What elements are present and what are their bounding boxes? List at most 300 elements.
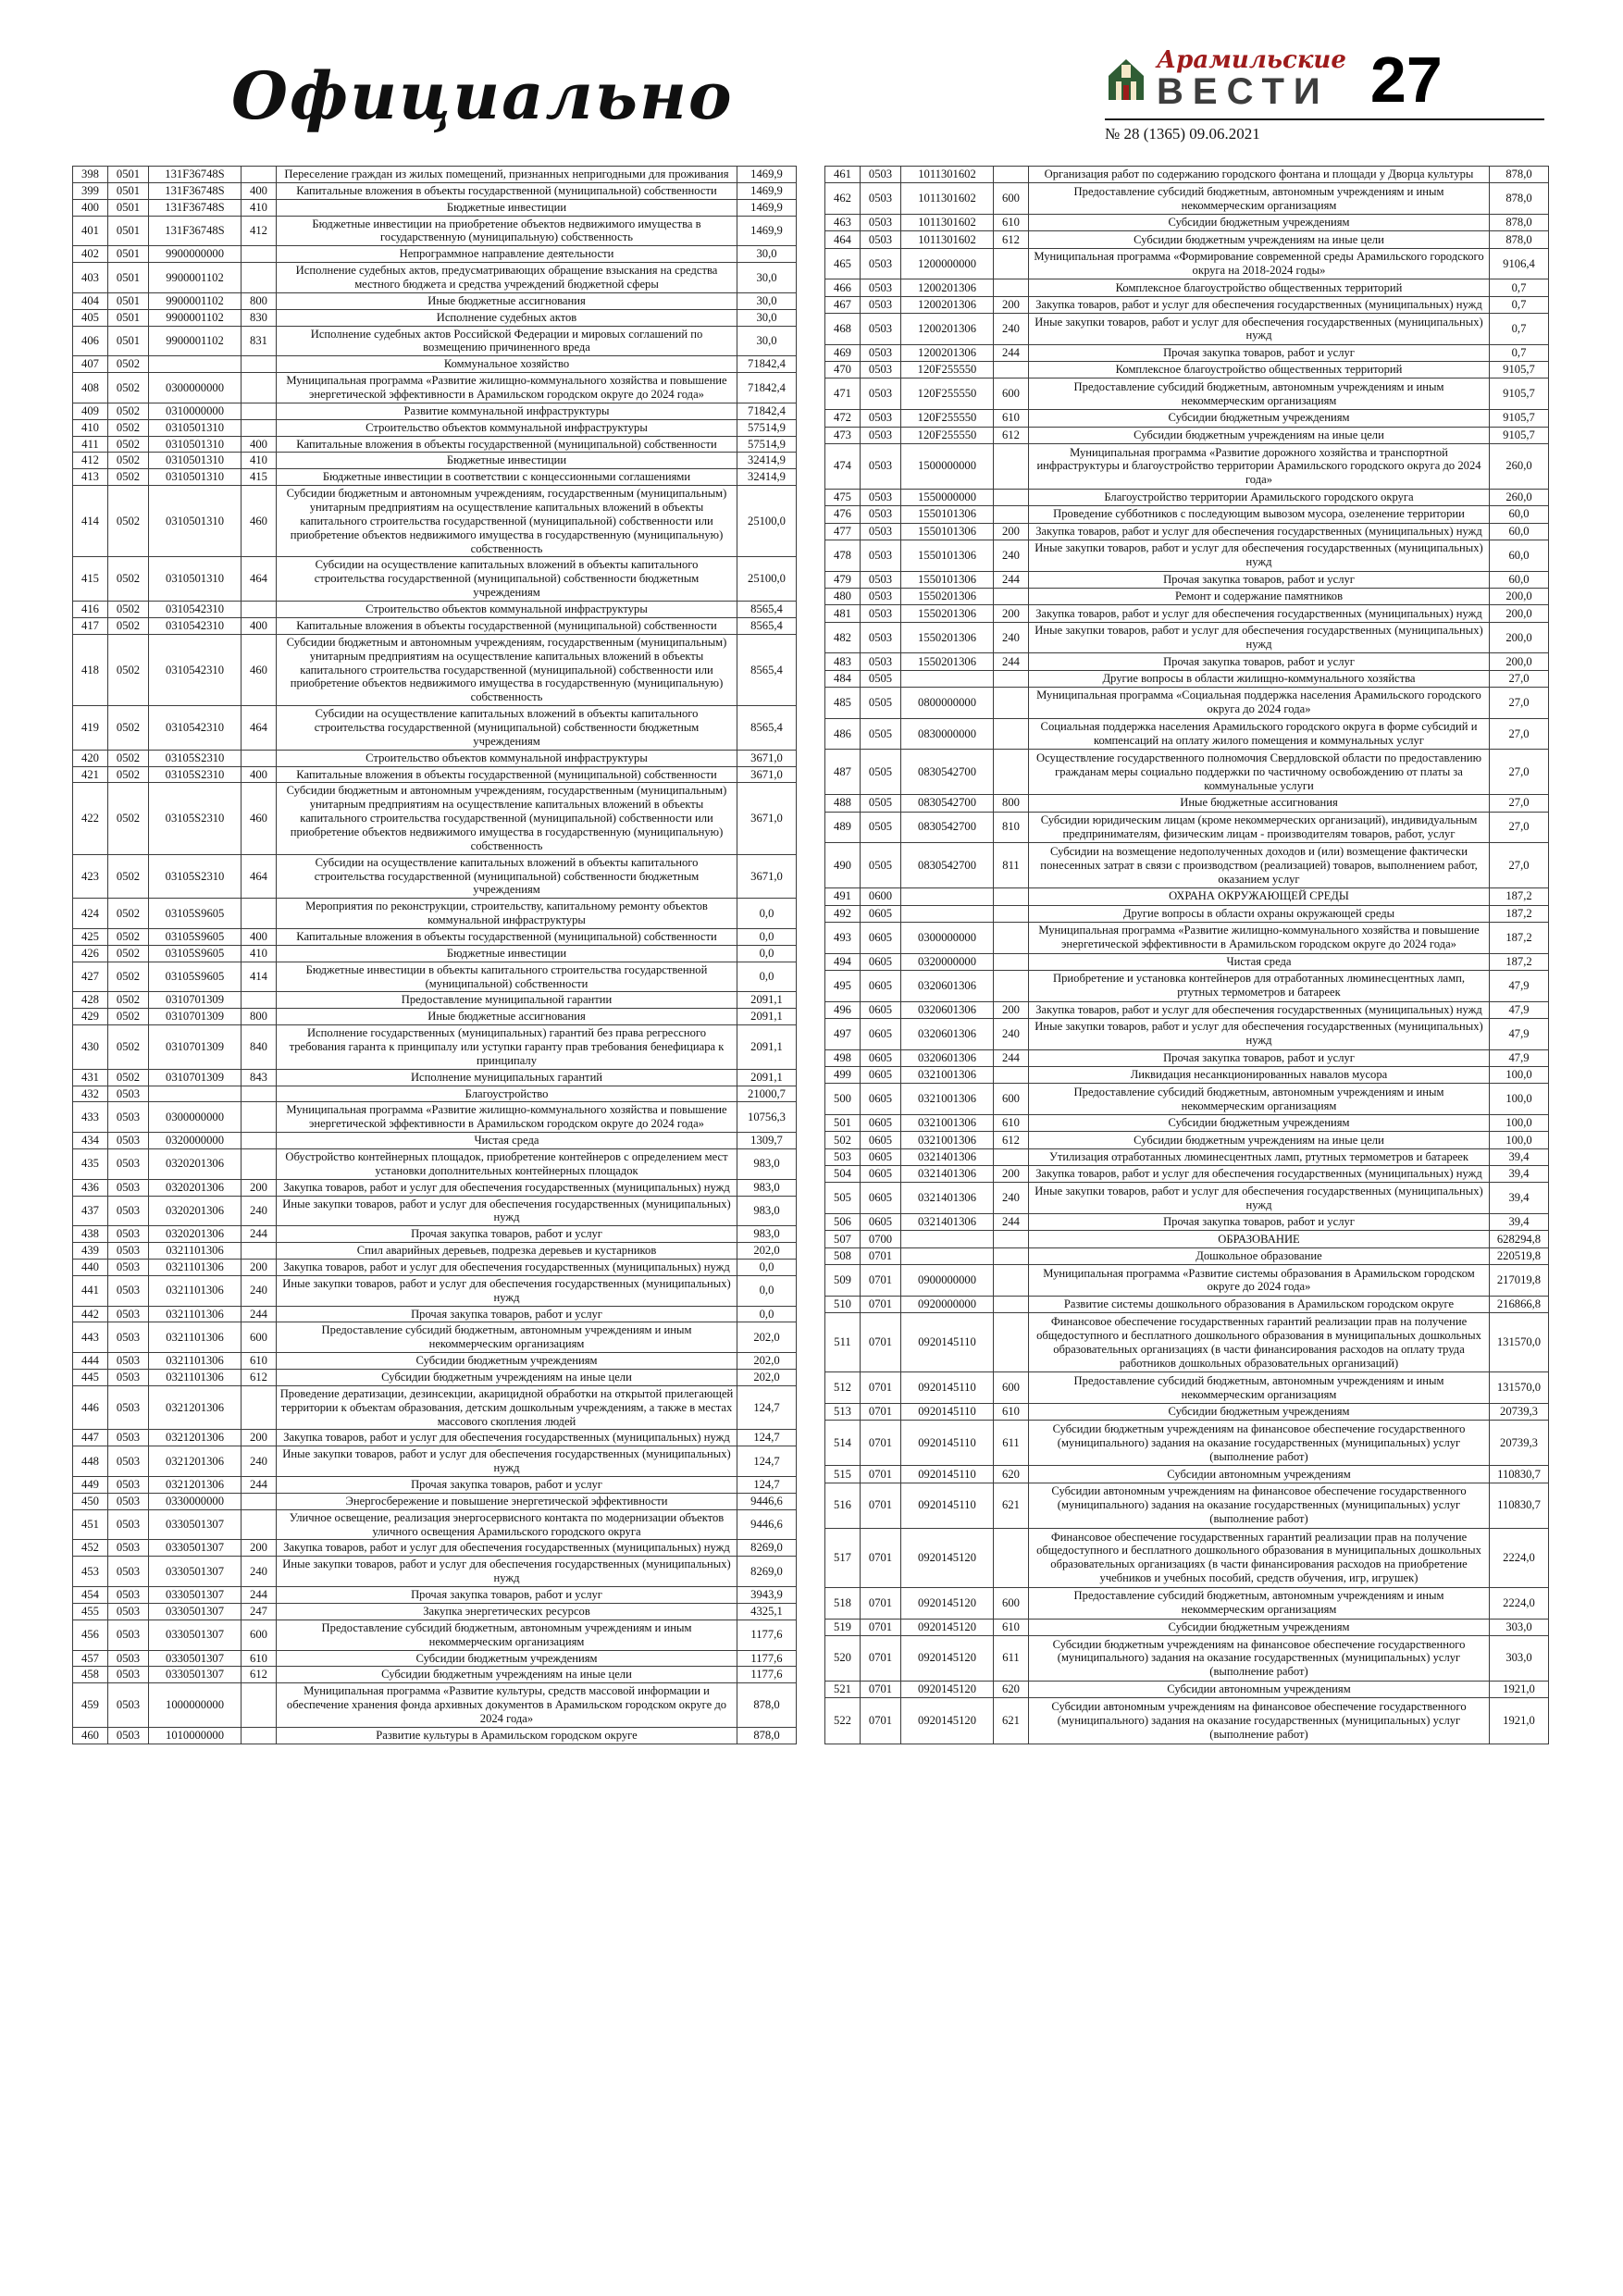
target-code-cell: 0920000000 xyxy=(901,1296,994,1312)
target-code-cell: 0330000000 xyxy=(149,1493,242,1509)
table-row xyxy=(825,215,1549,231)
row-number-cell: 431 xyxy=(73,1069,108,1086)
target-code-cell: 1550101306 xyxy=(901,506,994,523)
target-code-cell: 0330501307 xyxy=(149,1557,242,1587)
table-row xyxy=(73,1557,797,1587)
amount-cell: 1309,7 xyxy=(737,1133,797,1149)
name-cell: Социальная поддержка населения Арамильского городского округа в форме субсидий и компенсаций на оплату жилого помещения и коммунальных услуг xyxy=(1029,718,1490,750)
name-cell: Муниципальная программа «Развитие жилищно-коммунального хозяйства и повышение энергетической эффективности в Арамильском городском округе до 2024 года» xyxy=(277,373,737,403)
type-code-cell xyxy=(994,953,1029,970)
section-code-cell: 0701 xyxy=(861,1247,901,1264)
table-row xyxy=(825,888,1549,905)
name-cell: Комплексное благоустройство общественных территорий xyxy=(1029,279,1490,296)
table-row xyxy=(825,1698,1549,1744)
table-row xyxy=(825,1421,1549,1466)
target-code-cell: 0321401306 xyxy=(901,1166,994,1183)
section-code-cell: 0505 xyxy=(861,750,901,795)
row-number-cell: 404 xyxy=(73,292,108,309)
section-code-cell: 0701 xyxy=(861,1528,901,1587)
type-code-cell xyxy=(242,419,277,436)
amount-cell: 0,7 xyxy=(1490,344,1549,361)
section-code-cell: 0600 xyxy=(861,888,901,905)
name-cell: Мероприятия по реконструкции, строительству, капитальному ремонту объектов коммунальной инфраструктуры xyxy=(277,899,737,929)
amount-cell: 983,0 xyxy=(737,1179,797,1196)
section-code-cell: 0502 xyxy=(108,356,149,373)
section-code-cell: 0605 xyxy=(861,1114,901,1131)
type-code-cell xyxy=(242,1727,277,1744)
amount-cell: 983,0 xyxy=(737,1226,797,1243)
name-cell: Строительство объектов коммунальной инфраструктуры xyxy=(277,419,737,436)
type-code-cell xyxy=(994,167,1029,183)
target-code-cell: 0321101306 xyxy=(149,1260,242,1276)
row-number-cell: 504 xyxy=(825,1166,861,1183)
type-code-cell: 612 xyxy=(242,1667,277,1683)
amount-cell: 27,0 xyxy=(1490,812,1549,843)
section-code-cell: 0605 xyxy=(861,1001,901,1018)
name-cell: Субсидии бюджетным учреждениям xyxy=(1029,410,1490,427)
type-code-cell: 200 xyxy=(242,1430,277,1446)
table-row xyxy=(73,1322,797,1353)
type-code-cell xyxy=(994,1528,1029,1587)
target-code-cell: 0330501307 xyxy=(149,1603,242,1620)
row-number-cell: 484 xyxy=(825,670,861,687)
row-number-cell: 511 xyxy=(825,1313,861,1372)
amount-cell: 9106,4 xyxy=(1490,248,1549,279)
table-row xyxy=(73,1477,797,1494)
row-number-cell: 500 xyxy=(825,1084,861,1115)
amount-cell: 57514,9 xyxy=(737,436,797,453)
name-cell: Комплексное благоустройство общественных территорий xyxy=(1029,362,1490,379)
table-row xyxy=(73,1243,797,1260)
row-number-cell: 480 xyxy=(825,588,861,604)
name-cell: Субсидии на возмещение недополученных доходов и (или) возмещение фактически понесенных затрат в связи с производством (реализацией) товаров, выполнением работ, оказанием услуг xyxy=(1029,843,1490,888)
budget-tables xyxy=(0,143,1623,1772)
amount-cell: 32414,9 xyxy=(737,453,797,469)
section-code-cell: 0503 xyxy=(861,379,901,410)
section-code-cell: 0503 xyxy=(108,1727,149,1744)
section-code-cell: 0502 xyxy=(108,453,149,469)
table-row xyxy=(825,314,1549,345)
type-code-cell: 200 xyxy=(242,1179,277,1196)
type-code-cell: 200 xyxy=(994,296,1029,313)
type-code-cell xyxy=(994,670,1029,687)
section-code-cell: 0503 xyxy=(861,362,901,379)
row-number-cell: 433 xyxy=(73,1102,108,1133)
row-number-cell: 429 xyxy=(73,1009,108,1025)
type-code-cell: 800 xyxy=(242,1009,277,1025)
target-code-cell: 0321001306 xyxy=(901,1084,994,1115)
target-code-cell: 0330501307 xyxy=(149,1509,242,1540)
row-number-cell: 472 xyxy=(825,410,861,427)
table-row xyxy=(73,899,797,929)
table-row xyxy=(825,1001,1549,1018)
target-code-cell: 0320201306 xyxy=(149,1149,242,1180)
target-code-cell: 0920145110 xyxy=(901,1313,994,1372)
name-cell: Переселение граждан из жилых помещений, признанных непригодными для проживания xyxy=(277,167,737,183)
target-code-cell: 1200201306 xyxy=(901,279,994,296)
type-code-cell xyxy=(994,489,1029,505)
section-code-cell: 0701 xyxy=(861,1313,901,1372)
amount-cell: 8269,0 xyxy=(737,1540,797,1557)
row-number-cell: 452 xyxy=(73,1540,108,1557)
amount-cell: 2091,1 xyxy=(737,1069,797,1086)
type-code-cell: 244 xyxy=(242,1587,277,1604)
amount-cell: 878,0 xyxy=(1490,167,1549,183)
table-row xyxy=(73,854,797,899)
section-code-cell: 0503 xyxy=(861,279,901,296)
row-number-cell: 497 xyxy=(825,1018,861,1049)
type-code-cell: 244 xyxy=(242,1226,277,1243)
table-row xyxy=(825,183,1549,215)
section-code-cell: 0501 xyxy=(108,199,149,216)
name-cell: Субсидии на осуществление капитальных вложений в объекты капитального строительства государственной (муниципальной) собственности бюджетным учреждениям xyxy=(277,854,737,899)
name-cell: Прочая закупка товаров, работ и услуг xyxy=(277,1306,737,1322)
name-cell: Предоставление субсидий бюджетным, автономным учреждениям и иным некоммерческим организациям xyxy=(1029,1372,1490,1404)
type-code-cell: 831 xyxy=(242,326,277,356)
name-cell: Капитальные вложения в объекты государственной (муниципальной) собственности xyxy=(277,928,737,945)
table-row xyxy=(73,326,797,356)
target-code-cell: 03105S9605 xyxy=(149,962,242,992)
row-number-cell: 475 xyxy=(825,489,861,505)
amount-cell: 30,0 xyxy=(737,309,797,326)
target-code-cell: 1550101306 xyxy=(901,571,994,588)
name-cell: Субсидии бюджетным учреждениям xyxy=(1029,1404,1490,1421)
type-code-cell: 800 xyxy=(994,795,1029,812)
row-number-cell: 465 xyxy=(825,248,861,279)
type-code-cell: 240 xyxy=(242,1275,277,1306)
amount-cell: 878,0 xyxy=(737,1727,797,1744)
row-number-cell: 446 xyxy=(73,1385,108,1430)
row-number-cell: 510 xyxy=(825,1296,861,1312)
section-code-cell: 0605 xyxy=(861,953,901,970)
table-row xyxy=(73,1493,797,1509)
target-code-cell: 0800000000 xyxy=(901,687,994,718)
amount-cell: 1177,6 xyxy=(737,1620,797,1650)
target-code-cell: 0321401306 xyxy=(901,1183,994,1214)
amount-cell: 200,0 xyxy=(1490,622,1549,653)
type-code-cell: 200 xyxy=(994,523,1029,540)
table-row xyxy=(825,1635,1549,1681)
name-cell: Иные закупки товаров, работ и услуг для обеспечения государственных (муниципальных) нужд xyxy=(1029,314,1490,345)
name-cell: Иные закупки товаров, работ и услуг для обеспечения государственных (муниципальных) нужд xyxy=(277,1275,737,1306)
type-code-cell xyxy=(242,1683,277,1728)
row-number-cell: 435 xyxy=(73,1149,108,1180)
row-number-cell: 439 xyxy=(73,1243,108,1260)
type-code-cell: 840 xyxy=(242,1025,277,1070)
name-cell: Иные бюджетные ассигнования xyxy=(1029,795,1490,812)
name-cell: Прочая закупка товаров, работ и услуг xyxy=(1029,1049,1490,1066)
table-row xyxy=(825,1132,1549,1148)
target-code-cell: 120F255550 xyxy=(901,362,994,379)
section-code-cell: 0701 xyxy=(861,1483,901,1528)
type-code-cell: 610 xyxy=(994,1404,1029,1421)
target-code-cell: 0310701309 xyxy=(149,1009,242,1025)
section-code-cell: 0605 xyxy=(861,905,901,922)
section-code-cell: 0503 xyxy=(861,296,901,313)
table-row xyxy=(73,1086,797,1102)
type-code-cell xyxy=(994,1296,1029,1312)
amount-cell: 2091,1 xyxy=(737,992,797,1009)
row-number-cell: 516 xyxy=(825,1483,861,1528)
target-code-cell: 0830542700 xyxy=(901,795,994,812)
row-number-cell: 423 xyxy=(73,854,108,899)
name-cell: Бюджетные инвестиции xyxy=(277,453,737,469)
amount-cell: 30,0 xyxy=(737,326,797,356)
amount-cell: 100,0 xyxy=(1490,1132,1549,1148)
type-code-cell: 240 xyxy=(242,1196,277,1226)
amount-cell: 30,0 xyxy=(737,246,797,263)
name-cell: Обустройство контейнерных площадок, приобретение контейнеров с определением мест установки дополнительных контейнерных площадок xyxy=(277,1149,737,1180)
section-code-cell: 0701 xyxy=(861,1421,901,1466)
amount-cell: 1469,9 xyxy=(737,182,797,199)
row-number-cell: 477 xyxy=(825,523,861,540)
type-code-cell: 610 xyxy=(994,410,1029,427)
target-code-cell: 0321201306 xyxy=(149,1385,242,1430)
row-number-cell: 488 xyxy=(825,795,861,812)
row-number-cell: 495 xyxy=(825,970,861,1001)
name-cell: Капитальные вложения в объекты государственной (муниципальной) собственности xyxy=(277,182,737,199)
row-number-cell: 508 xyxy=(825,1247,861,1264)
target-code-cell: 120F255550 xyxy=(901,427,994,443)
table-row xyxy=(825,362,1549,379)
type-code-cell xyxy=(994,279,1029,296)
name-cell: Муниципальная программа «Развитие культуры, средств массовой информации и обеспечение хранения фонда архивных документов в Арамильском городском округе до 2024 года» xyxy=(277,1683,737,1728)
type-code-cell: 600 xyxy=(994,1372,1029,1404)
target-code-cell: 0320201306 xyxy=(149,1196,242,1226)
section-code-cell: 0501 xyxy=(108,246,149,263)
row-number-cell: 486 xyxy=(825,718,861,750)
amount-cell: 47,9 xyxy=(1490,1018,1549,1049)
target-code-cell: 0920145120 xyxy=(901,1587,994,1619)
amount-cell: 0,7 xyxy=(1490,296,1549,313)
name-cell: Непрограммное направление деятельности xyxy=(277,246,737,263)
type-code-cell xyxy=(242,1509,277,1540)
section-code-cell: 0503 xyxy=(861,523,901,540)
amount-cell: 9105,7 xyxy=(1490,379,1549,410)
name-cell: Субсидии юридическим лицам (кроме некоммерческих организаций), индивидуальным предпринимателям, физическим лицам - производителям товаров, работ, услуг xyxy=(1029,812,1490,843)
row-number-cell: 421 xyxy=(73,766,108,783)
amount-cell: 124,7 xyxy=(737,1430,797,1446)
table-row xyxy=(73,1603,797,1620)
type-code-cell: 244 xyxy=(994,571,1029,588)
row-number-cell: 430 xyxy=(73,1025,108,1070)
amount-cell: 8565,4 xyxy=(737,602,797,618)
table-row xyxy=(825,231,1549,248)
amount-cell: 47,9 xyxy=(1490,1001,1549,1018)
target-code-cell: 9900001102 xyxy=(149,263,242,293)
table-row xyxy=(73,1727,797,1744)
table-row xyxy=(825,1296,1549,1312)
section-code-cell: 0503 xyxy=(108,1493,149,1509)
table-row xyxy=(825,1528,1549,1587)
amount-cell: 3671,0 xyxy=(737,854,797,899)
amount-cell: 0,0 xyxy=(737,1306,797,1322)
amount-cell: 8565,4 xyxy=(737,634,797,705)
table-row xyxy=(825,843,1549,888)
amount-cell: 202,0 xyxy=(737,1353,797,1370)
target-code-cell: 0330501307 xyxy=(149,1650,242,1667)
type-code-cell: 400 xyxy=(242,766,277,783)
row-number-cell: 410 xyxy=(73,419,108,436)
target-code-cell: 0321001306 xyxy=(901,1114,994,1131)
row-number-cell: 445 xyxy=(73,1370,108,1386)
row-number-cell: 502 xyxy=(825,1132,861,1148)
target-code-cell: 1200201306 xyxy=(901,314,994,345)
target-code-cell: 0310501310 xyxy=(149,419,242,436)
name-cell: Субсидии бюджетным учреждениям xyxy=(277,1353,737,1370)
newspaper-brand xyxy=(1105,43,1544,143)
section-code-cell: 0503 xyxy=(861,540,901,571)
target-code-cell: 131F36748S xyxy=(149,167,242,183)
row-number-cell: 474 xyxy=(825,443,861,489)
target-code-cell: 1500000000 xyxy=(901,443,994,489)
type-code-cell: 240 xyxy=(994,540,1029,571)
type-code-cell: 200 xyxy=(994,605,1029,622)
name-cell: Иные закупки товаров, работ и услуг для обеспечения государственных (муниципальных) нужд xyxy=(1029,1183,1490,1214)
table-row xyxy=(825,1166,1549,1183)
row-number-cell: 515 xyxy=(825,1466,861,1483)
section-code-cell: 0505 xyxy=(861,795,901,812)
type-code-cell: 415 xyxy=(242,469,277,486)
target-code-cell: 0321401306 xyxy=(901,1214,994,1231)
section-code-cell: 0505 xyxy=(861,718,901,750)
amount-cell: 71842,4 xyxy=(737,373,797,403)
table-row xyxy=(73,1667,797,1683)
amount-cell: 27,0 xyxy=(1490,795,1549,812)
target-code-cell: 1550101306 xyxy=(901,523,994,540)
type-code-cell: 621 xyxy=(994,1698,1029,1744)
row-number-cell: 444 xyxy=(73,1353,108,1370)
amount-cell: 71842,4 xyxy=(737,403,797,419)
name-cell: Благоустройство xyxy=(277,1086,737,1102)
table-row xyxy=(73,945,797,962)
target-code-cell xyxy=(901,670,994,687)
target-code-cell: 1550000000 xyxy=(901,489,994,505)
type-code-cell: 244 xyxy=(242,1477,277,1494)
type-code-cell: 810 xyxy=(994,812,1029,843)
name-cell: Закупка товаров, работ и услуг для обеспечения государственных (муниципальных) нужд xyxy=(277,1179,737,1196)
row-number-cell: 509 xyxy=(825,1265,861,1297)
target-code-cell: 1550201306 xyxy=(901,622,994,653)
target-code-cell: 0330501307 xyxy=(149,1667,242,1683)
amount-cell: 9105,7 xyxy=(1490,362,1549,379)
target-code-cell: 0310542310 xyxy=(149,617,242,634)
row-number-cell: 434 xyxy=(73,1133,108,1149)
type-code-cell xyxy=(994,362,1029,379)
section-code-cell: 0701 xyxy=(861,1372,901,1404)
section-code-cell: 0503 xyxy=(108,1086,149,1102)
target-code-cell: 1200000000 xyxy=(901,248,994,279)
type-code-cell xyxy=(994,443,1029,489)
table-row xyxy=(825,443,1549,489)
amount-cell: 100,0 xyxy=(1490,1084,1549,1115)
amount-cell: 0,7 xyxy=(1490,279,1549,296)
row-number-cell: 437 xyxy=(73,1196,108,1226)
name-cell: Капитальные вложения в объекты государственной (муниципальной) собственности xyxy=(277,436,737,453)
name-cell: Коммунальное хозяйство xyxy=(277,356,737,373)
section-code-cell: 0505 xyxy=(861,812,901,843)
row-number-cell: 470 xyxy=(825,362,861,379)
type-code-cell: 240 xyxy=(994,1018,1029,1049)
table-row xyxy=(73,309,797,326)
type-code-cell xyxy=(242,1493,277,1509)
name-cell: Исполнение судебных актов, предусматривающих обращение взыскания на средства местного бюджета и средства учреждений бюджетной сферы xyxy=(277,263,737,293)
table-row xyxy=(825,1049,1549,1066)
section-code-cell: 0503 xyxy=(108,1260,149,1276)
section-code-cell: 0501 xyxy=(108,326,149,356)
target-code-cell: 03105S9605 xyxy=(149,945,242,962)
amount-cell: 3671,0 xyxy=(737,783,797,854)
table-row xyxy=(73,419,797,436)
row-number-cell: 449 xyxy=(73,1477,108,1494)
type-code-cell: 600 xyxy=(994,379,1029,410)
table-row xyxy=(73,1196,797,1226)
amount-cell: 20739,3 xyxy=(1490,1421,1549,1466)
name-cell: Субсидии бюджетным и автономным учреждениям, государственным (муниципальным) унитарным предприятиям на осуществление капитальных вложений в объекты капитального строительства государственной (муниципальной) собственности или приобретение объектов недвижимого имущества в государственную (муниципальную) собственность xyxy=(277,634,737,705)
name-cell: Иные закупки товаров, работ и услуг для обеспечения государственных (муниципальных) нужд xyxy=(1029,1018,1490,1049)
name-cell: Муниципальная программа «Формирование современной среды Арамильского городского округа на 2018-2024 годы» xyxy=(1029,248,1490,279)
row-number-cell: 513 xyxy=(825,1404,861,1421)
type-code-cell: 460 xyxy=(242,783,277,854)
table-row xyxy=(825,1084,1549,1115)
row-number-cell: 522 xyxy=(825,1698,861,1744)
amount-cell: 30,0 xyxy=(737,292,797,309)
target-code-cell: 0321101306 xyxy=(149,1322,242,1353)
table-row xyxy=(73,1540,797,1557)
section-code-cell: 0503 xyxy=(108,1102,149,1133)
type-code-cell: 621 xyxy=(994,1483,1029,1528)
amount-cell: 39,4 xyxy=(1490,1148,1549,1165)
target-code-cell: 0321101306 xyxy=(149,1275,242,1306)
type-code-cell: 800 xyxy=(242,292,277,309)
section-code-cell: 0502 xyxy=(108,706,149,751)
section-code-cell: 0501 xyxy=(108,167,149,183)
name-cell: Муниципальная программа «Развитие жилищно-коммунального хозяйства и повышение энергетической эффективности в Арамильском городском округе до 2024 года» xyxy=(277,1102,737,1133)
row-number-cell: 460 xyxy=(73,1727,108,1744)
name-cell: Субсидии бюджетным учреждениям на финансовое обеспечение государственного (муниципального) задания на оказание государственных (муниципальных) услуг (выполнение работ) xyxy=(1029,1421,1490,1466)
amount-cell: 9105,7 xyxy=(1490,410,1549,427)
type-code-cell: 240 xyxy=(242,1557,277,1587)
type-code-cell: 244 xyxy=(994,344,1029,361)
table-row xyxy=(73,292,797,309)
type-code-cell: 610 xyxy=(994,215,1029,231)
section-code-cell: 0701 xyxy=(861,1466,901,1483)
name-cell: Закупка товаров, работ и услуг для обеспечения государственных (муниципальных) нужд xyxy=(277,1260,737,1276)
name-cell: Муниципальная программа «Развитие дорожного хозяйства и транспортной инфраструктуры и благоустройство территории Арамильского городского округа до 2024 года» xyxy=(1029,443,1490,489)
row-number-cell: 466 xyxy=(825,279,861,296)
row-number-cell: 426 xyxy=(73,945,108,962)
target-code-cell: 0300000000 xyxy=(149,1102,242,1133)
table-row xyxy=(825,670,1549,687)
table-row xyxy=(73,453,797,469)
amount-cell: 260,0 xyxy=(1490,489,1549,505)
page-number: 27 xyxy=(1369,43,1443,116)
name-cell: Прочая закупка товаров, работ и услуг xyxy=(277,1587,737,1604)
type-code-cell xyxy=(242,246,277,263)
name-cell: Чистая среда xyxy=(1029,953,1490,970)
amount-cell: 1921,0 xyxy=(1490,1698,1549,1744)
row-number-cell: 478 xyxy=(825,540,861,571)
table-row xyxy=(825,1114,1549,1131)
type-code-cell: 610 xyxy=(994,1619,1029,1635)
section-code-cell: 0502 xyxy=(108,750,149,766)
amount-cell: 0,0 xyxy=(737,962,797,992)
target-code-cell: 0330501307 xyxy=(149,1540,242,1557)
section-title: Официально xyxy=(231,57,734,134)
row-number-cell: 408 xyxy=(73,373,108,403)
target-code-cell: 0920145110 xyxy=(901,1404,994,1421)
amount-cell: 39,4 xyxy=(1490,1183,1549,1214)
